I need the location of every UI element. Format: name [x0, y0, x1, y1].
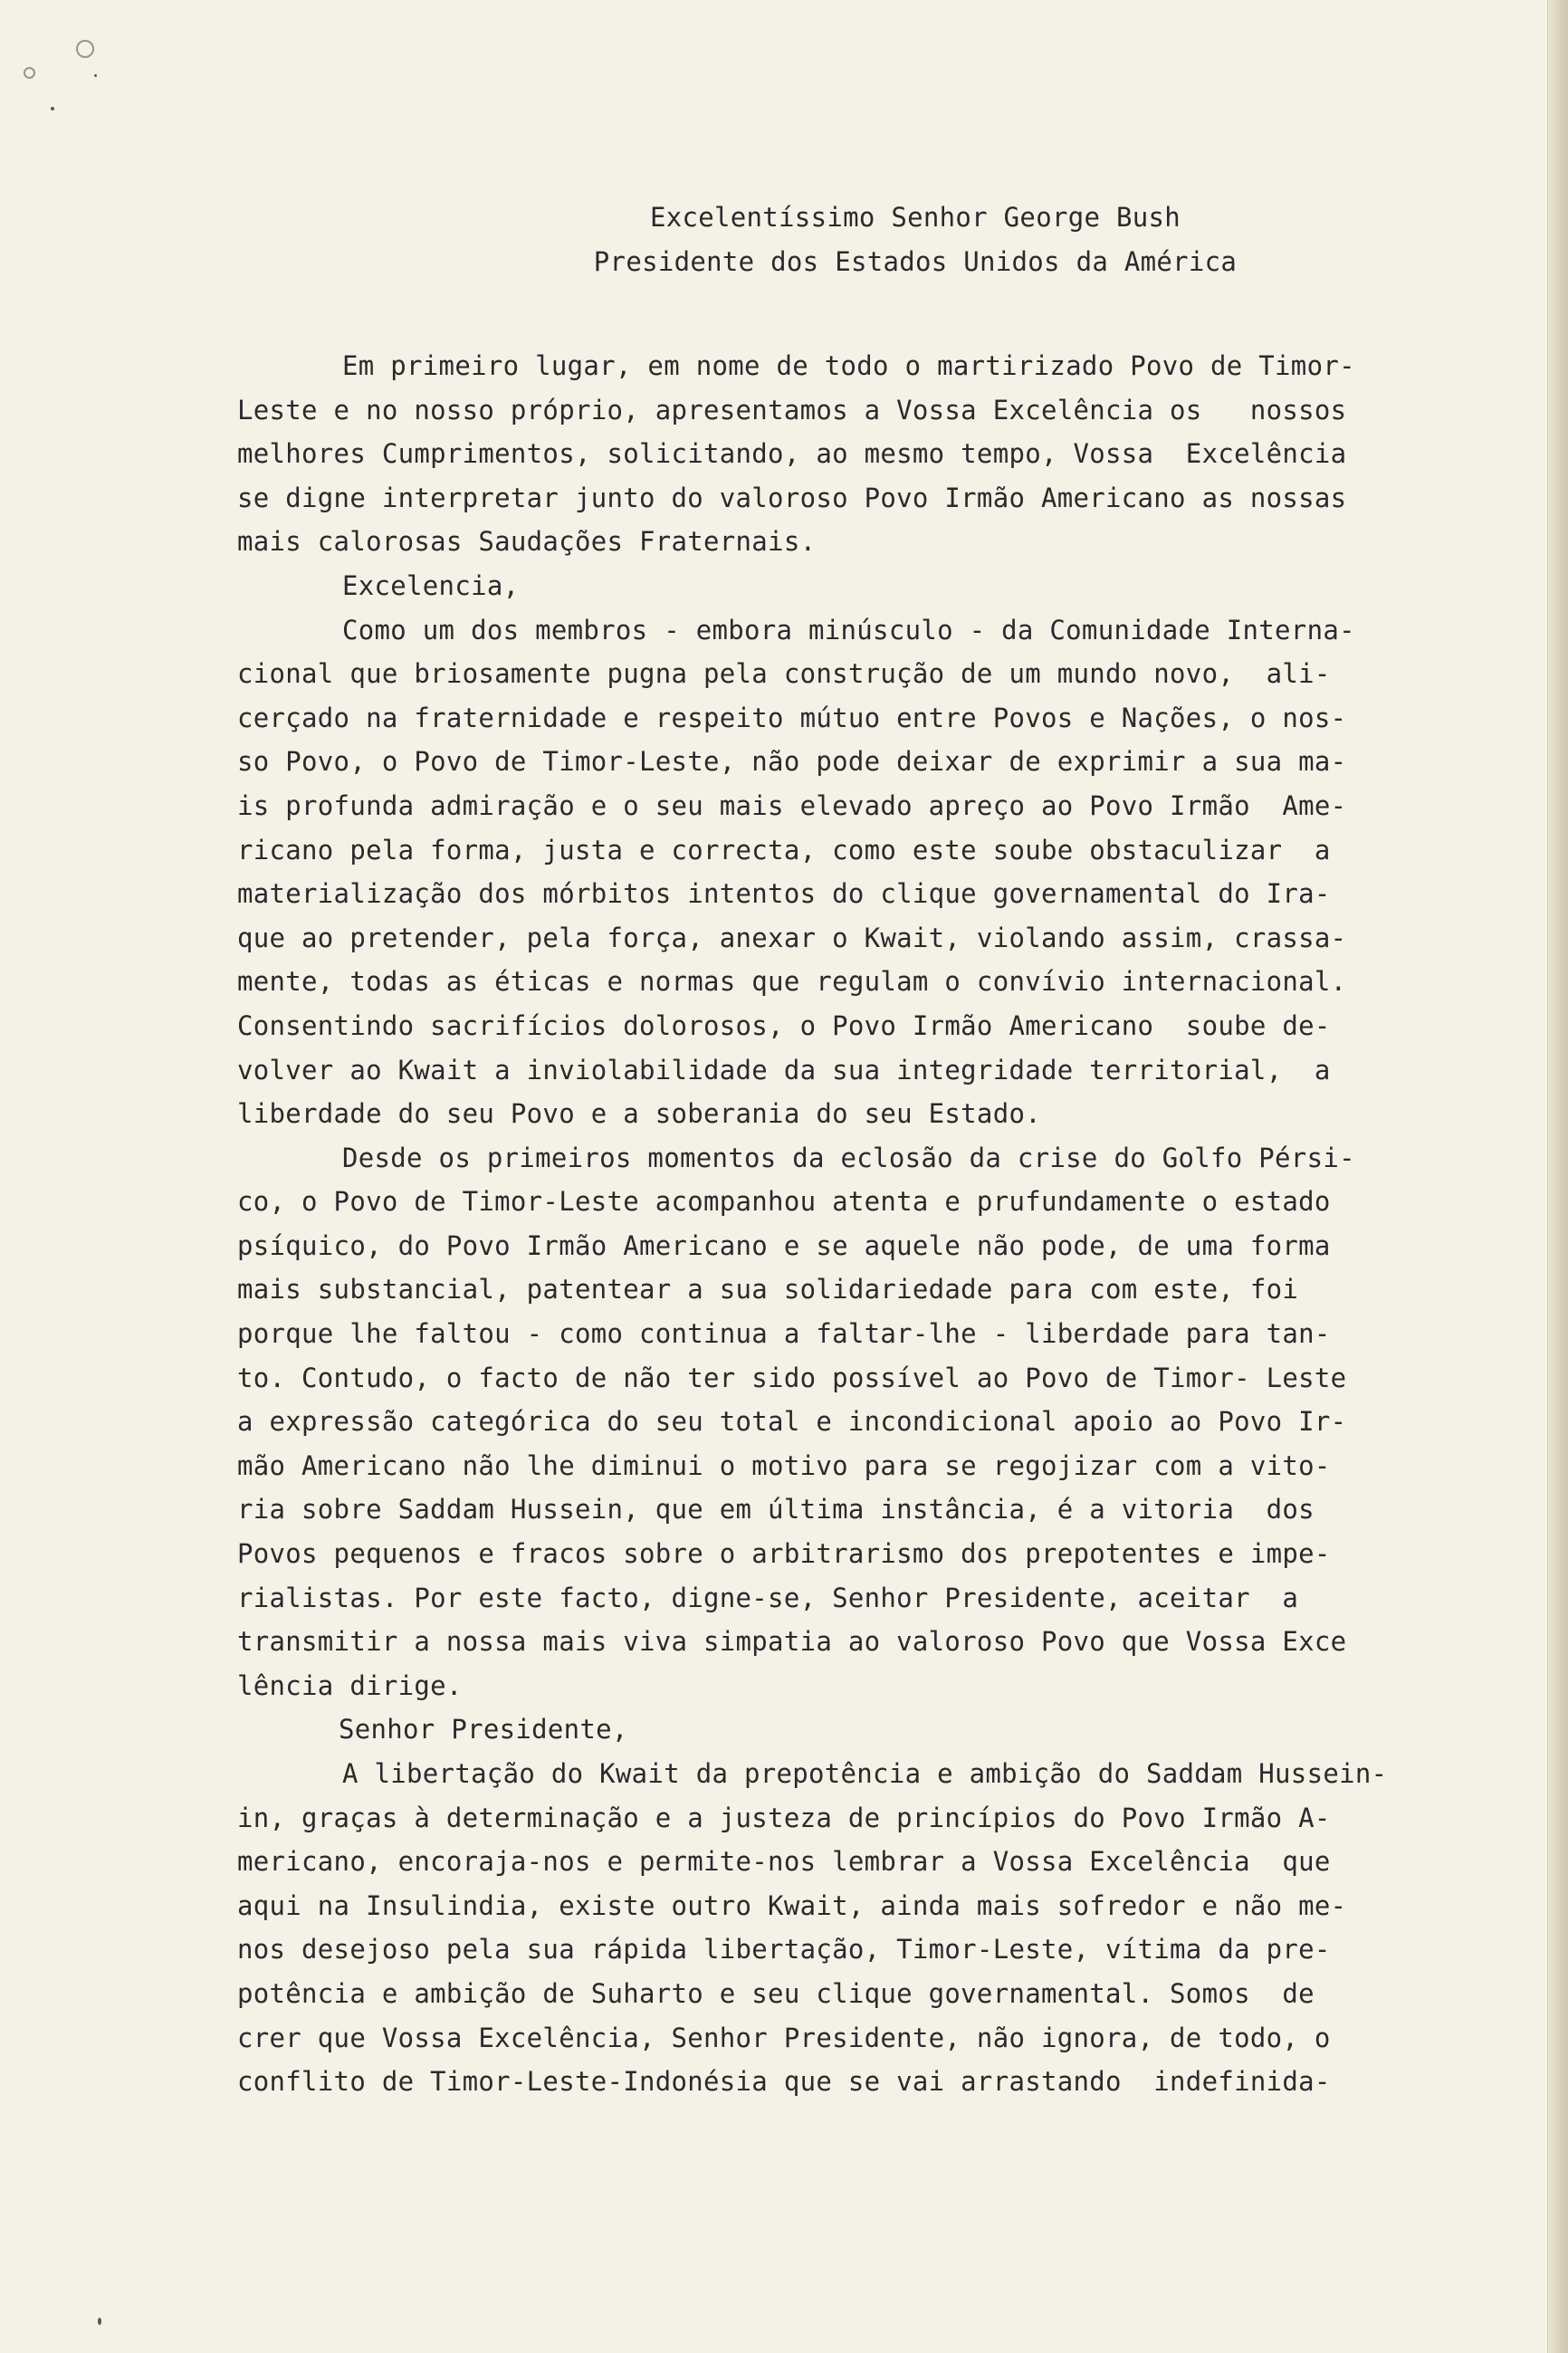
text-line: A libertação do Kwait da prepotência e ambição do Saddam Hussein- — [342, 1758, 1388, 1789]
text-line: se digne interpretar junto do valoroso Povo Irmão Americano as nossas — [237, 482, 1347, 513]
ink-speck — [94, 74, 97, 77]
text-line: Leste e no nosso próprio, apresentamos a Vossa Excelência os nossos — [237, 394, 1347, 426]
salutation-line: Excelencia, — [342, 569, 520, 601]
text-line: mente, todas as éticas e normas que regulam o convívio internacional. — [237, 966, 1347, 998]
text-line: transmitir a nossa mais viva simpatia ao valoroso Povo que Vossa Exce — [237, 1626, 1347, 1658]
text-line: volver ao Kwait a inviolabilidade da sua integridade territorial, a — [237, 1054, 1331, 1086]
text-line: crer que Vossa Excelência, Senhor Presidente, não ignora, de todo, o — [237, 2022, 1331, 2053]
punch-hole-mark-small — [24, 67, 35, 79]
text-line: lência dirige. — [237, 1669, 463, 1701]
text-line: liberdade do seu Povo e a soberania do seu Estado. — [237, 1098, 1041, 1130]
text-line: mericano, encoraja-nos e permite-nos lembrar a Vossa Excelência que — [237, 1846, 1331, 1878]
text-line: psíquico, do Povo Irmão Americano e se aquele não pode, de uma forma — [237, 1229, 1331, 1261]
text-line: Desde os primeiros momentos da eclosão da crise do Golfo Pérsi- — [342, 1142, 1355, 1173]
text-line: Povos pequenos e fracos sobre o arbitrarismo dos prepotentes e impe- — [237, 1538, 1331, 1570]
text-line: mais substancial, patentear a sua solidariedade para com este, foi — [237, 1274, 1299, 1306]
text-line: so Povo, o Povo de Timor-Leste, não pode deixar de exprimir a sua ma- — [237, 746, 1347, 778]
text-line: rialistas. Por este facto, digne-se, Senhor Presidente, aceitar a — [237, 1582, 1299, 1613]
text-line: to. Contudo, o facto de não ter sido possível ao Povo de Timor- Leste — [237, 1362, 1347, 1393]
text-line: Em primeiro lugar, em nome de todo o martirizado Povo de Timor- — [342, 350, 1355, 381]
text-line: is profunda admiração e o seu mais elevado apreço ao Povo Irmão Ame- — [237, 789, 1347, 821]
text-line: conflito de Timor-Leste-Indonésia que se vai arrastando indefinida- — [237, 2066, 1331, 2098]
text-line: mais calorosas Saudações Fraternais. — [237, 526, 817, 558]
text-line: Consentindo sacrifícios dolorosos, o Povo Irmão Americano soube de- — [237, 1009, 1331, 1041]
text-line: melhores Cumprimentos, solicitando, ao mesmo tempo, Vossa Excelência — [237, 438, 1347, 470]
text-line: Como um dos membros - embora minúsculo - da Comunidade Interna- — [342, 614, 1355, 646]
ink-speck — [51, 107, 54, 110]
text-line: co, o Povo de Timor-Leste acompanhou atenta e prufundamente o estado — [237, 1186, 1331, 1218]
text-line: aqui na Insulindia, existe outro Kwait, ainda mais sofredor e não me- — [237, 1889, 1347, 1921]
text-line: porque lhe faltou - como continua a faltar-lhe - liberdade para tan- — [237, 1318, 1331, 1350]
text-line: nos desejoso pela sua rápida libertação, Timor-Leste, vítima da pre- — [237, 1934, 1331, 1966]
text-line: ria sobre Saddam Hussein, que em última instância, é a vitoria dos — [237, 1494, 1315, 1526]
punch-hole-mark — [76, 40, 94, 58]
salutation-line: Senhor Presidente, — [339, 1714, 628, 1746]
addressee-title-line: Presidente dos Estados Unidos da América — [593, 245, 1238, 277]
text-line: potência e ambição de Suharto e seu clique governamental. Somos de — [237, 1977, 1315, 2009]
text-line: mão Americano não lhe diminui o motivo para se regojizar com a vito- — [237, 1449, 1331, 1481]
ink-speck — [98, 2318, 101, 2325]
letter-body — [237, 344, 1414, 2104]
letter-heading — [0, 196, 1568, 283]
text-line: materialização dos mórbitos intentos do clique governamental do Ira- — [237, 878, 1331, 910]
page-edge — [1547, 0, 1568, 2353]
text-line: ricano pela forma, justa e correcta, como este soube obstaculizar a — [237, 834, 1331, 866]
text-line: cerçado na fraternidade e respeito mútuo entre Povos e Nações, o nos- — [237, 702, 1347, 733]
text-line: cional que briosamente pugna pela construção de um mundo novo, ali- — [237, 658, 1331, 690]
text-line: a expressão categórica do seu total e incondicional apoio ao Povo Ir- — [237, 1406, 1347, 1438]
addressee-line: Excelentíssimo Senhor George Bush — [649, 202, 1181, 233]
text-line: in, graças à determinação e a justeza de princípios do Povo Irmão A- — [237, 1802, 1331, 1833]
text-line: que ao pretender, pela força, anexar o Kwait, violando assim, crassa- — [237, 922, 1347, 953]
